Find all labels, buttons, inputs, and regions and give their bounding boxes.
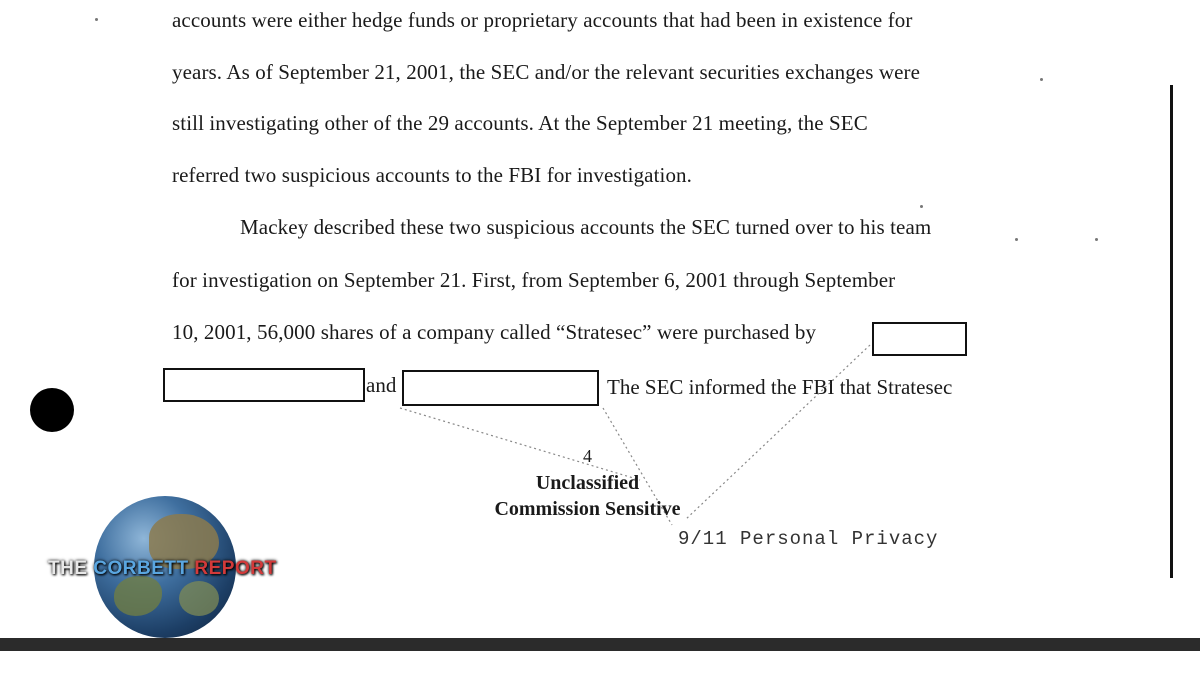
speck bbox=[95, 18, 98, 21]
text-line-4: referred two suspicious accounts to the FBI for investigation. bbox=[172, 163, 693, 187]
black-dot bbox=[30, 388, 74, 432]
text-line-1: accounts were either hedge funds or proprietary accounts that had been in existence for bbox=[172, 8, 913, 32]
bottom-bar bbox=[0, 638, 1200, 651]
globe-land bbox=[179, 581, 219, 616]
text-line-7: 10, 2001, 56,000 shares of a company called “Stratesec” were purchased by bbox=[172, 320, 817, 344]
text-line-6: for investigation on September 21. First, from September 6, 2001 through September bbox=[172, 268, 896, 292]
sensitivity-label: Commission Sensitive bbox=[494, 498, 681, 520]
brand-the: THE bbox=[48, 558, 88, 579]
speck bbox=[1095, 238, 1098, 241]
brand-report: REPORT bbox=[194, 558, 277, 579]
text-line-5: Mackey described these two suspicious accounts the SEC turned over to his team bbox=[240, 215, 932, 239]
page-edge-line bbox=[1170, 85, 1173, 578]
text-and: and bbox=[366, 373, 397, 397]
redaction-note: 9/11 Personal Privacy bbox=[678, 528, 939, 550]
page-number: 4 bbox=[583, 446, 592, 466]
brand-corbett: CORBETT bbox=[93, 558, 189, 579]
classification-label: Unclassified bbox=[535, 472, 640, 494]
text-line-3: still investigating other of the 29 accounts. At the September 21 meeting, the SEC bbox=[172, 111, 868, 135]
leader-line-1 bbox=[400, 408, 640, 480]
speck bbox=[1040, 78, 1043, 81]
globe-land bbox=[114, 576, 162, 616]
text-line-2: years. As of September 21, 2001, the SEC and/or the relevant securities exchanges were bbox=[172, 60, 921, 84]
text-line-8: The SEC informed the FBI that Stratesec bbox=[607, 375, 953, 399]
speck bbox=[1015, 238, 1018, 241]
brand-logo-text bbox=[48, 558, 277, 580]
speck bbox=[920, 205, 923, 208]
